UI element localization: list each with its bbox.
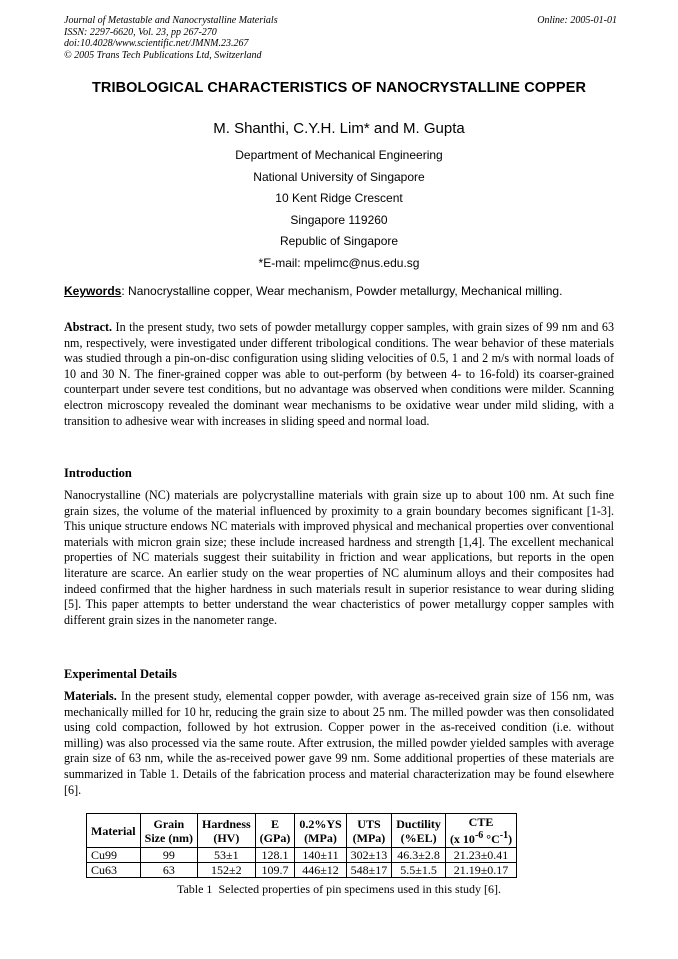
introduction-paragraph: Nanocrystalline (NC) materials are polycrystalline materials with grain size up to about 100 nm. At such fine grain sizes, the volume of the material influenced by proximity to a grain boundary becomes significant [1-3]. This unique structure endows NC materials with improved physical and mechanical properties over conventional materials with micron grain size; these include increased hardness and strength [1,4]. The excellent mechanical properties of NC materials suggest their suitability in friction and wear applications, but reports in the open literature are scarce. An earlier study on the wear properties of NC aluminum alloys and their composites had indeed confirmed that the higher hardness in such materials result in superior resistance to wear during sliding [5]. This paper attempts to better understand the wear chacteristics of power metallurgy copper samples with different grain sizes in the nanometer range. xyxy=(64,488,614,627)
cell-material: Cu63 xyxy=(87,863,141,878)
abstract-text: In the present study, two sets of powder metallurgy copper samples, with grain sizes of 99 nm and 63 nm, respectively, were investigated under different tribological conditions. The wear behavior of these materials was studied through a pin-on-disc configuration using sliding velocities of 0.5, 1 and 2 m/s with normal loads of 10 and 30 N. The finer-grained copper was able to out-perform (by between 4- to 16-fold) its coarser-grained counterpart under severe test conditions, but no advantage was observed when conditions were milder. Scanning electron microscopy revealed the dominant wear mechanisms to be oxidative wear under mild sliding, with a transition to adhesive wear with increases in sliding speed and normal load. xyxy=(64,320,614,428)
cell-modulus: 128.1 xyxy=(255,848,295,863)
affiliation-line: Republic of Singapore xyxy=(279,234,399,248)
header-hardness: Hardness (HV) xyxy=(197,814,255,848)
experimental-heading: Experimental Details xyxy=(64,667,177,681)
affiliation-line: Singapore 119260 xyxy=(290,212,388,227)
cell-grain-size: 63 xyxy=(140,863,197,878)
cell-yield-strength: 446±12 xyxy=(295,863,346,878)
affiliation-block xyxy=(40,145,638,274)
doi-line[interactable]: doi:10.4028/www.scientific.net/JMNM.23.267 xyxy=(64,38,249,49)
table-caption-label: Table 1 xyxy=(176,882,213,896)
header-material: Material xyxy=(87,814,141,848)
table-row xyxy=(87,863,517,878)
email-line[interactable]: *E-mail: mpelimc@nus.edu.sg xyxy=(258,255,420,270)
table-caption xyxy=(40,882,638,897)
author-list: M. Shanthi, C.Y.H. Lim* and M. Gupta xyxy=(213,120,465,137)
header-uts: UTS (MPa) xyxy=(346,814,392,848)
cell-uts: 302±13 xyxy=(346,848,392,863)
affiliation-line: National University of Singapore xyxy=(253,169,425,184)
table-caption-text: Selected properties of pin specimens used in this study [6]. xyxy=(218,882,502,896)
affiliation-line: 10 Kent Ridge Crescent xyxy=(275,191,403,205)
cell-hardness: 53±1 xyxy=(197,848,255,863)
materials-text: In the present study, elemental copper powder, with average as-received grain size of 156 nm, was mechanically milled for 10 hr, reducing the grain size to about 25 nm. The milled powder was then consolidated using cold compaction, followed by hot extrusion. Copper power in the as-received condition (i.e. without milling) was also processed via the same route. After extrusion, the milled powder yielded samples with average grain size of 63 nm, while the as-received power gave 99 nm. Some additional properties of these materials are summarized in Table 1. Details of the fabrication process and material characterization may be found elsewhere [6]. xyxy=(64,689,614,797)
header-ductility: Ductility (%EL) xyxy=(392,814,446,848)
abstract-label: Abstract. xyxy=(64,320,113,334)
abstract-paragraph xyxy=(64,320,614,429)
journal-header xyxy=(64,15,617,61)
cell-hardness: 152±2 xyxy=(197,863,255,878)
cell-ductility: 5.5±1.5 xyxy=(392,863,446,878)
cell-cte: 21.19±0.17 xyxy=(445,863,516,878)
materials-label: Materials. xyxy=(64,689,117,703)
header-cte: CTE (x $10^{-6}$ $^\circ C^{-1}$) xyxy=(445,814,516,848)
header-modulus: E (GPa) xyxy=(255,814,295,848)
properties-table xyxy=(86,813,517,878)
paper-title: TRIBOLOGICAL CHARACTERISTICS OF NANOCRYSTALLINE COPPER xyxy=(91,80,587,96)
online-date: Online: 2005-01-01 xyxy=(537,15,617,26)
header-yield-strength: 0.2%YS (MPa) xyxy=(295,814,346,848)
cell-yield-strength: 140±11 xyxy=(295,848,346,863)
cell-cte: 21.23±0.41 xyxy=(445,848,516,863)
cell-uts: 548±17 xyxy=(346,863,392,878)
affiliation-line: Department of Mechanical Engineering xyxy=(235,148,443,162)
journal-name: Journal of Metastable and Nanocrystalline Materials xyxy=(64,15,278,26)
keywords-text: : Nanocrystalline copper, Wear mechanism, Powder metallurgy, Mechanical milling. xyxy=(121,284,563,298)
copyright-line: © 2005 Trans Tech Publications Ltd, Switzerland xyxy=(64,49,262,61)
introduction-heading: Introduction xyxy=(64,466,132,480)
cell-ductility: 46.3±2.8 xyxy=(392,848,446,863)
materials-paragraph xyxy=(64,689,614,798)
table-row xyxy=(87,848,517,863)
cell-modulus: 109.7 xyxy=(255,863,295,878)
header-grain-size: Grain Size (nm) xyxy=(140,814,197,848)
cell-material: Cu99 xyxy=(87,848,141,863)
issn-line: ISSN: 2297-6620, Vol. 23, pp 267-270 xyxy=(64,26,217,38)
table-header-row xyxy=(87,814,517,848)
keywords-label: Keywords xyxy=(64,284,122,298)
keywords-line xyxy=(64,284,624,298)
cell-grain-size: 99 xyxy=(140,848,197,863)
